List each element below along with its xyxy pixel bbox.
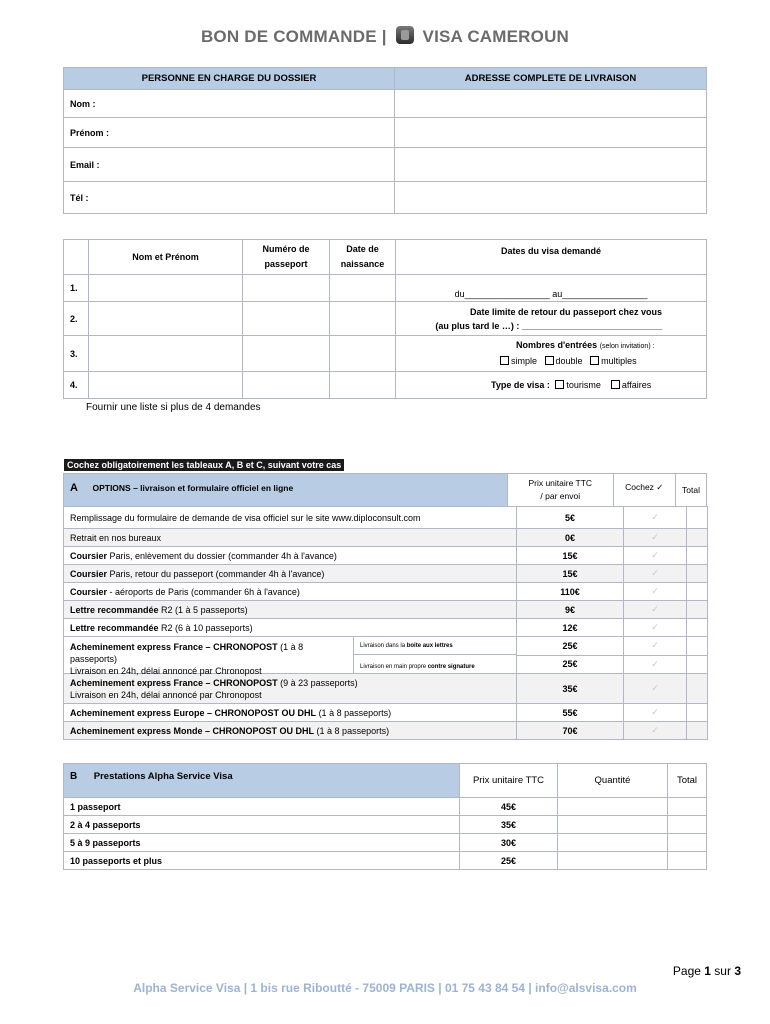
option-total[interactable] xyxy=(687,601,708,619)
row-number: 2. xyxy=(64,302,89,336)
check-cell[interactable]: ✓ xyxy=(624,704,687,722)
checkbox-double[interactable] xyxy=(545,356,554,365)
table-b-row-label: 1 passeport xyxy=(64,798,460,816)
instruction-bar: Cochez obligatoirement les tableaux A, B et C, suivant votre cas xyxy=(64,459,344,471)
option-total[interactable] xyxy=(687,655,708,674)
qty-field-4[interactable] xyxy=(558,852,668,870)
table-b-total-header: Total xyxy=(668,764,707,798)
birth-field-3[interactable] xyxy=(330,336,396,372)
list-note: Fournir une liste si plus de 4 demandes xyxy=(86,402,261,413)
table-b-letter: B xyxy=(70,771,78,782)
passport-field-1[interactable] xyxy=(243,275,330,302)
option-total[interactable] xyxy=(687,565,708,583)
table-a-letter: A xyxy=(70,482,78,494)
name-field-2[interactable] xyxy=(89,302,243,336)
check-cell[interactable]: ✓ xyxy=(624,655,687,674)
page-title xyxy=(0,26,770,47)
contact-label-email: Email : xyxy=(64,148,395,182)
contact-table xyxy=(63,67,707,214)
visa-type-field: Type de visa : tourisme affaires xyxy=(396,372,707,399)
option-price: 25€ xyxy=(517,655,624,674)
table-a-header xyxy=(64,474,508,507)
row-number: 3. xyxy=(64,336,89,372)
title-right: VISA CAMEROUN xyxy=(422,27,570,46)
table-b-title: Prestations Alpha Service Visa xyxy=(93,771,233,782)
table-b-row-price: 45€ xyxy=(460,798,558,816)
option-total[interactable] xyxy=(687,547,708,565)
check-cell[interactable]: ✓ xyxy=(624,637,687,656)
options-table-a xyxy=(63,473,707,507)
table-a-total-header: Total xyxy=(676,474,707,507)
option-total[interactable] xyxy=(687,619,708,637)
delivery-option-signature: Livraison en main propre contre signature xyxy=(360,664,475,670)
visa-dates-line[interactable]: du_________________ au_________________ xyxy=(396,275,707,302)
total-field-2[interactable] xyxy=(668,816,707,834)
title-left: BON DE COMMANDE | xyxy=(200,27,387,46)
option-price: 70€ xyxy=(517,722,624,740)
option-row xyxy=(64,637,708,656)
total-field-1[interactable] xyxy=(668,798,707,816)
option-total[interactable] xyxy=(687,674,708,704)
option-label: Coursier Paris, enlèvement du dossier (commander 4h à l'avance) xyxy=(64,547,517,565)
option-row xyxy=(64,565,708,583)
contact-header-person: PERSONNE EN CHARGE DU DOSSIER xyxy=(64,68,395,90)
option-label: Lettre recommandée R2 (6 à 10 passeports) xyxy=(64,619,517,637)
option-label: Coursier - aéroports de Paris (commander 6h à l'avance) xyxy=(64,583,517,601)
return-date-field[interactable]: Date limite de retour du passeport chez vous (au plus tard le …) : ____________________________ xyxy=(396,302,707,336)
option-total[interactable] xyxy=(687,637,708,656)
qty-field-2[interactable] xyxy=(558,816,668,834)
table-a-check-header: Cochez ✓ xyxy=(613,474,676,507)
check-cell[interactable]: ✓ xyxy=(624,529,687,547)
check-cell[interactable]: ✓ xyxy=(624,722,687,740)
checkbox-multiples[interactable] xyxy=(590,356,599,365)
footer-contact: Alpha Service Visa | 1 bis rue Riboutté - 75009 PARIS | 01 75 43 84 54 | info@alsvisa.com xyxy=(133,981,637,995)
entries-field: Nombres d'entrées (selon invitation) : simple double multiples xyxy=(396,336,707,372)
name-field-4[interactable] xyxy=(89,372,243,399)
checkbox-simple[interactable] xyxy=(500,356,509,365)
option-price: 12€ xyxy=(517,619,624,637)
option-price: 9€ xyxy=(517,601,624,619)
option-label: Remplissage du formulaire de demande de visa officiel sur le site www.diploconsult.com xyxy=(64,507,517,529)
delivery-option-letterbox: Livraison dans la boite aux lettres xyxy=(354,637,516,655)
contact-header-address: ADRESSE COMPLETE DE LIVRAISON xyxy=(395,68,707,90)
check-cell[interactable]: ✓ xyxy=(624,507,687,529)
option-label: Acheminement express Europe – CHRONOPOST OU DHL (1 à 8 passeports) xyxy=(64,704,517,722)
option-total[interactable] xyxy=(687,704,708,722)
table-b-row-price: 25€ xyxy=(460,852,558,870)
contact-label-nom: Nom : xyxy=(64,90,395,118)
table-b-row-label: 2 à 4 passeports xyxy=(64,816,460,834)
option-price: 25€ xyxy=(517,637,624,656)
option-row xyxy=(64,601,708,619)
birth-field-4[interactable] xyxy=(330,372,396,399)
option-total[interactable] xyxy=(687,722,708,740)
address-field-1[interactable] xyxy=(395,90,707,118)
check-cell[interactable]: ✓ xyxy=(624,565,687,583)
name-field-1[interactable] xyxy=(89,275,243,302)
check-cell[interactable]: ✓ xyxy=(624,583,687,601)
address-field-4[interactable] xyxy=(395,182,707,214)
contact-label-tel: Tél : xyxy=(64,182,395,214)
check-cell[interactable]: ✓ xyxy=(624,601,687,619)
birth-field-1[interactable] xyxy=(330,275,396,302)
option-row xyxy=(64,507,708,529)
table-b-row-label: 10 passeports et plus xyxy=(64,852,460,870)
option-row xyxy=(64,583,708,601)
option-row xyxy=(64,547,708,565)
option-row xyxy=(64,722,708,740)
prestations-table-b xyxy=(63,763,707,870)
check-cell[interactable]: ✓ xyxy=(624,674,687,704)
option-total[interactable] xyxy=(687,583,708,601)
option-price: 35€ xyxy=(517,674,624,704)
qty-field-1[interactable] xyxy=(558,798,668,816)
checkbox-affaires[interactable] xyxy=(611,380,620,389)
check-cell[interactable]: ✓ xyxy=(624,547,687,565)
option-row xyxy=(64,674,708,704)
table-a-price-header: Prix unitaire TTC / par envoi xyxy=(508,474,614,507)
option-label: Acheminement express France – CHRONOPOST (9 à 23 passeports) Livraison en 24h, délai annoncé par Chronopost xyxy=(64,674,517,704)
table-b-price-header: Prix unitaire TTC xyxy=(460,764,558,798)
contact-label-prenom: Prénom : xyxy=(64,118,395,148)
option-row xyxy=(64,619,708,637)
row-number: 1. xyxy=(64,275,89,302)
col-birth-header: Date de naissance xyxy=(330,240,396,275)
option-price: 110€ xyxy=(517,583,624,601)
checkbox-tourisme[interactable] xyxy=(555,380,564,389)
option-row xyxy=(64,529,708,547)
table-b-row-price: 30€ xyxy=(460,834,558,852)
name-field-3[interactable] xyxy=(89,336,243,372)
table-a-title: OPTIONS – livraison et formulaire officiel en ligne xyxy=(92,483,294,493)
option-label: Acheminement express Monde – CHRONOPOST OU DHL (1 à 8 passeports) xyxy=(64,722,517,740)
total-field-3[interactable] xyxy=(668,834,707,852)
option-label: Coursier Paris, retour du passeport (commander 4h à l'avance) xyxy=(64,565,517,583)
option-total[interactable] xyxy=(687,529,708,547)
applicants-table xyxy=(63,239,707,399)
qty-field-3[interactable] xyxy=(558,834,668,852)
table-b-header xyxy=(64,764,460,798)
option-label: Retrait en nos bureaux xyxy=(64,529,517,547)
option-total[interactable] xyxy=(687,507,708,529)
col-dates-header: Dates du visa demandé xyxy=(396,240,707,275)
table-a-body xyxy=(63,506,708,740)
option-price: 0€ xyxy=(517,529,624,547)
option-price: 5€ xyxy=(517,507,624,529)
table-b-qty-header: Quantité xyxy=(558,764,668,798)
col-passport-header: Numéro de passeport xyxy=(243,240,330,275)
option-label: Acheminement express France – CHRONOPOST (1 à 8 passeports) Livraison en 24h, délai annoncé par Chronopost Livraison dans la boite aux lettres Livraison en main propre contre signature xyxy=(64,637,517,674)
address-field-3[interactable] xyxy=(395,148,707,182)
address-field-2[interactable] xyxy=(395,118,707,148)
option-label: Lettre recommandée R2 (1 à 5 passeports) xyxy=(64,601,517,619)
col-name-header: Nom et Prénom xyxy=(89,240,243,275)
check-cell[interactable]: ✓ xyxy=(624,619,687,637)
table-b-row-label: 5 à 9 passeports xyxy=(64,834,460,852)
birth-field-2[interactable] xyxy=(330,302,396,336)
option-row xyxy=(64,704,708,722)
passport-field-4[interactable] xyxy=(243,372,330,399)
row-number: 4. xyxy=(64,372,89,399)
passport-field-3[interactable] xyxy=(243,336,330,372)
total-field-4[interactable] xyxy=(668,852,707,870)
option-price: 15€ xyxy=(517,565,624,583)
passport-field-2[interactable] xyxy=(243,302,330,336)
page-number: Page 1 sur 3 xyxy=(672,964,741,978)
option-price: 15€ xyxy=(517,547,624,565)
option-price: 55€ xyxy=(517,704,624,722)
passport-logo-icon xyxy=(396,26,414,44)
table-b-row-price: 35€ xyxy=(460,816,558,834)
